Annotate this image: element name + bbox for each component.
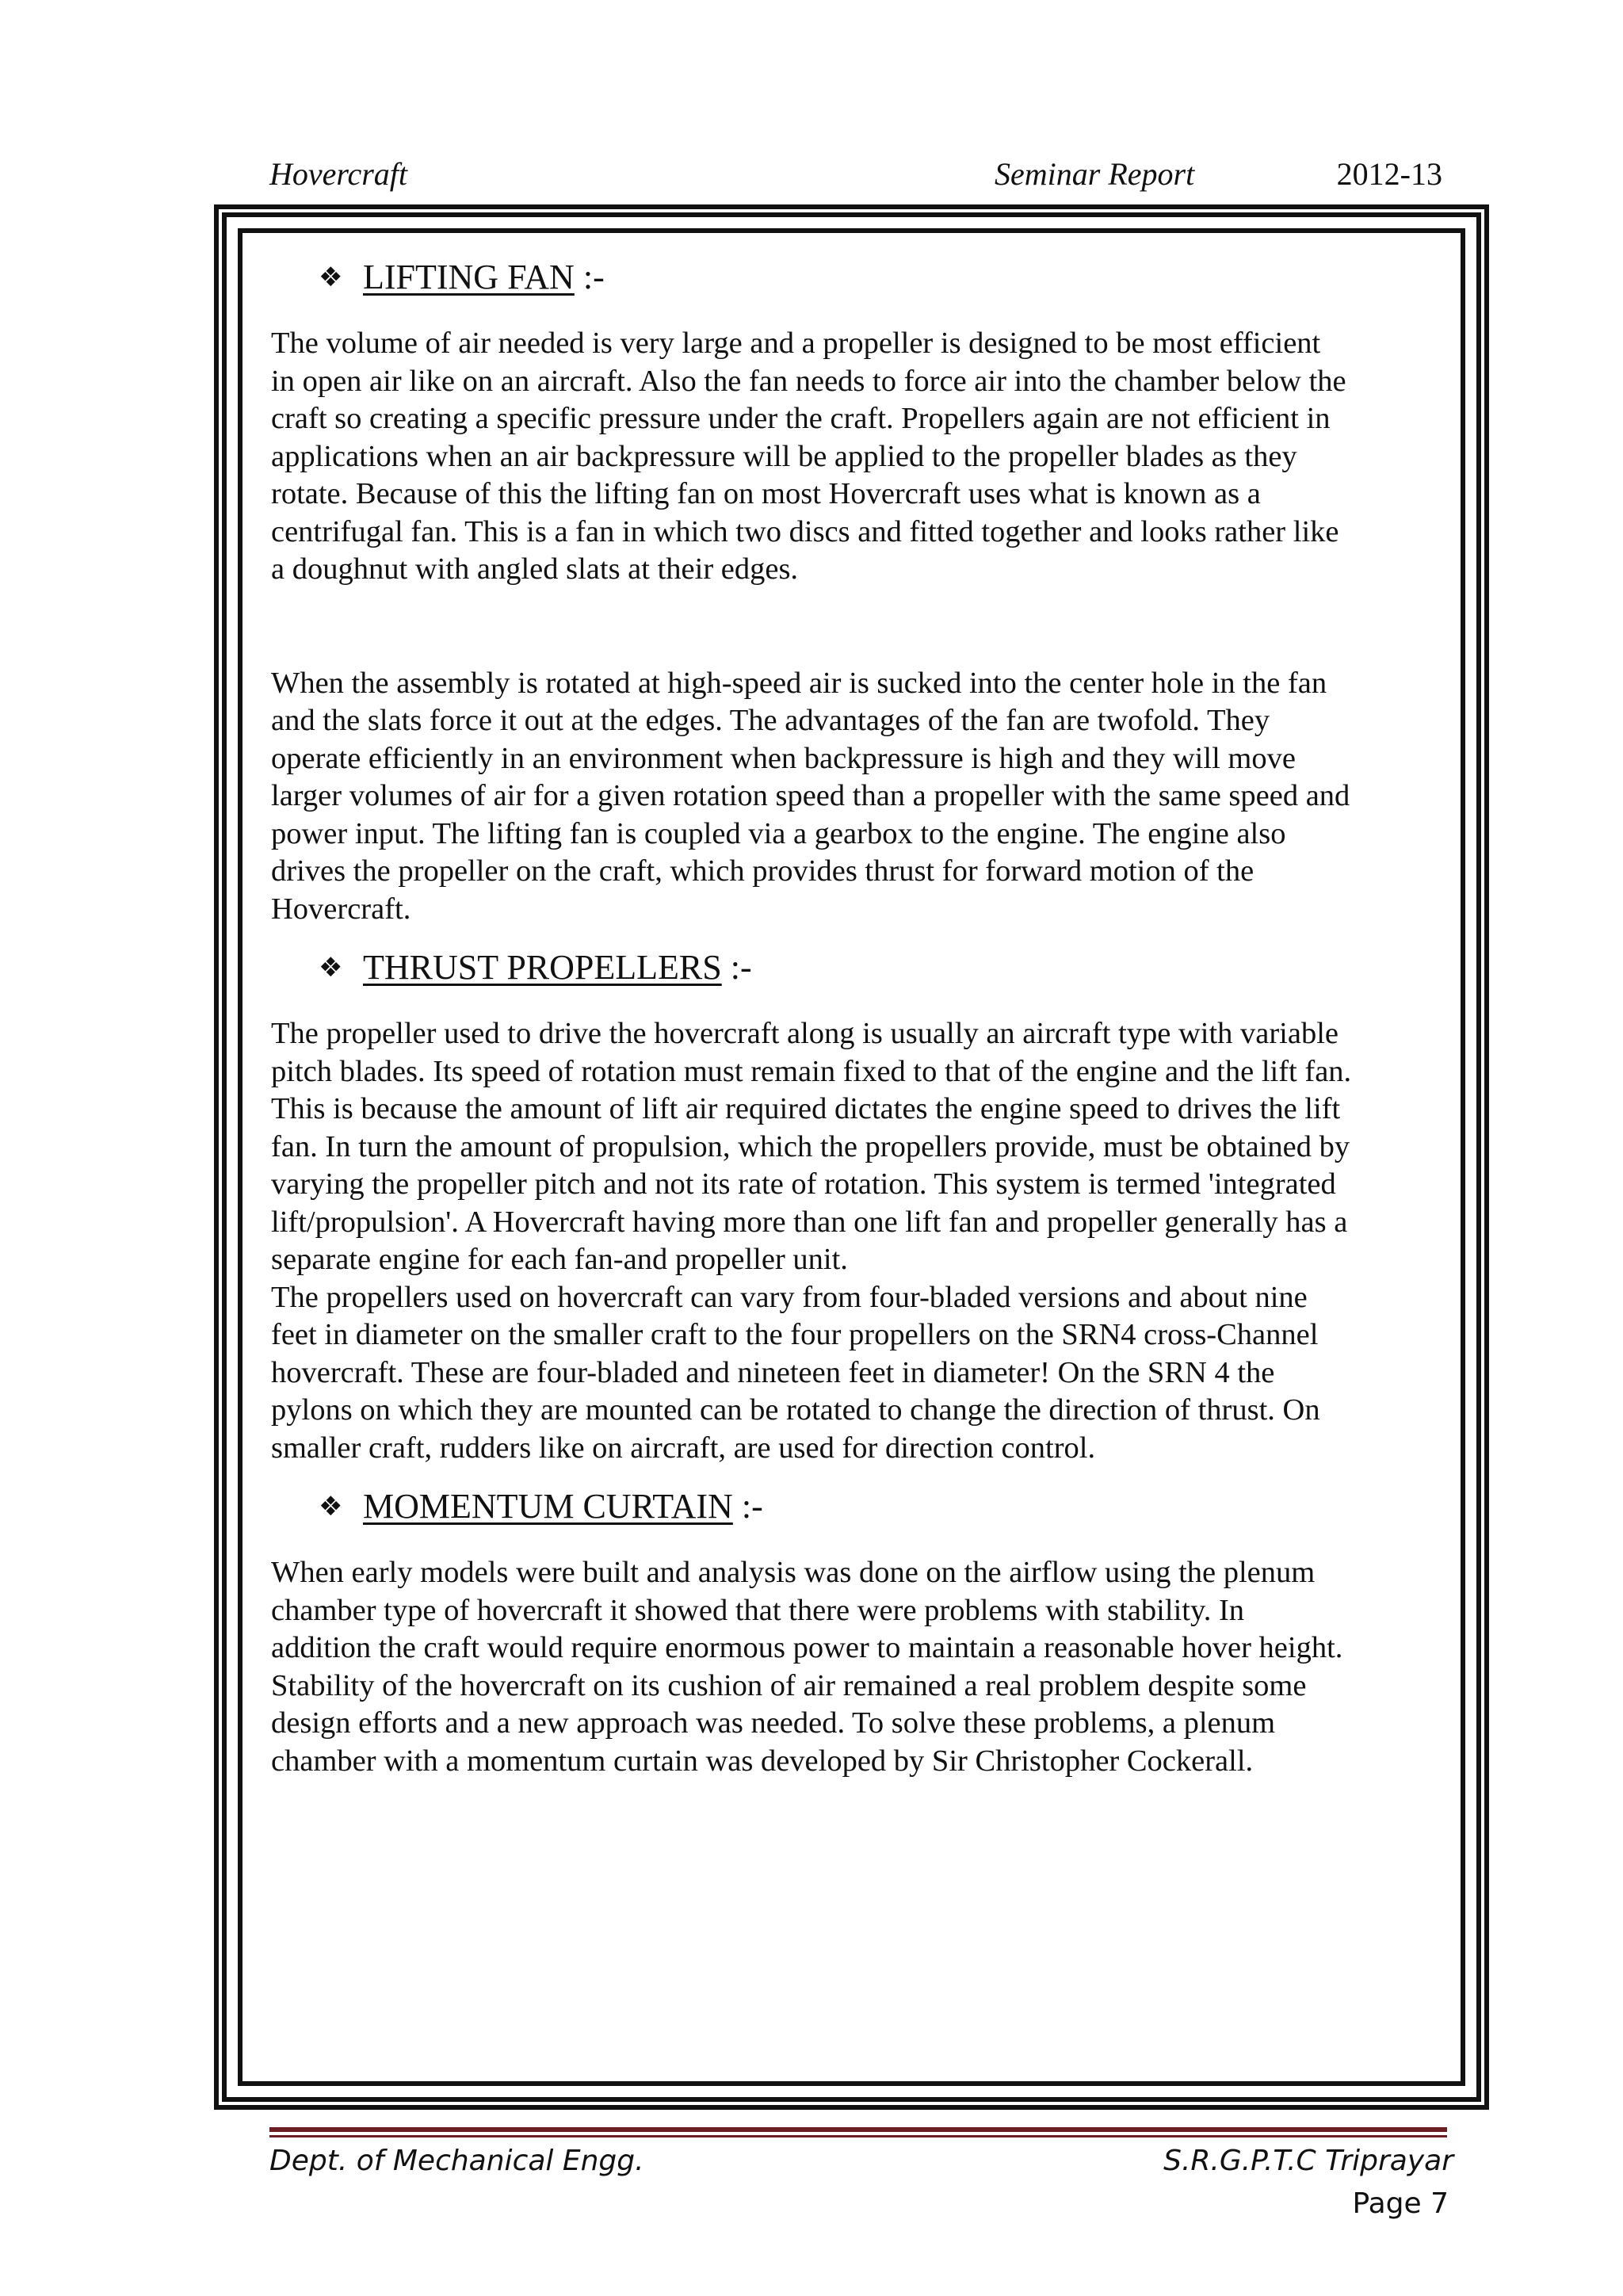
- paragraph: The volume of air needed is very large and a propeller is designed to be most efficient in open air like on an aircraft. Also the fan needs to force air into the chamber below the craft so creating a specific pressure under the craft. Propellers again are not efficient in applications when an air backpressure will be applied to the propeller blades as they rotate. Because of this the lifting fan on most Hovercraft uses what is known as a centrifugal fan. This is a fan in which two discs and fitted together and looks rather like a doughnut with angled slats at their edges.: [271, 327, 1346, 586]
- header-report-type: Seminar Report: [995, 156, 1195, 192]
- section-title: LIFTING FAN: [363, 258, 575, 296]
- section-title-suffix: :-: [574, 258, 605, 296]
- paragraph: When early models were built and analysis was done on the airflow using the plenum chamber type of hovercraft it showed that there were problems with stability. In addition the craft would require enormous power to maintain a reasonable hover height. Stability of the hovercraft on its cushion of air remained a real problem despite some design efforts and a new approach was needed. To solve these problems, a plenum chamber with a momentum curtain was developed by Sir Christopher Cockerall.: [271, 1556, 1343, 1778]
- footer-department: Dept. of Mechanical Engg.: [269, 2145, 644, 2177]
- page-header: [269, 155, 1442, 203]
- section-heading-momentum-curtain: [319, 1483, 1444, 1530]
- bullet-diamond-icon: ❖: [319, 262, 343, 293]
- paragraph: The propellers used on hovercraft can vary from four-bladed versions and about nine feet in diameter on the smaller craft to the four propellers on the SRN4 cross-Channel hovercraft. These are four-bladed and nineteen feet in diameter! On the SRN 4 the pylons on which they are mounted can be rotated to change the direction of thrust. On smaller craft, rudders like on aircraft, are used for direction control.: [271, 1280, 1320, 1465]
- bullet-diamond-icon: ❖: [319, 952, 343, 984]
- section-title: THRUST PROPELLERS: [363, 948, 722, 987]
- section-title-suffix: :-: [721, 948, 752, 987]
- footer-rule-thin: [269, 2135, 1447, 2137]
- bullet-diamond-icon: ❖: [319, 1491, 343, 1522]
- footer-rule-thick: [269, 2127, 1447, 2132]
- paragraph: The propeller used to drive the hovercraft along is usually an aircraft type with variable pitch blades. Its speed of rotation must remain fixed to that of the engine and the lift fan. This is because the amount of lift air required dictates the engine speed to drives the lift fan. In turn the amount of propulsion, which the propellers provide, must be obtained by varying the propeller pitch and not its rate of rotation. This system is termed 'integrated lift/propulsion'. A Hovercraft having more than one lift fan and propeller generally has a separate engine for each fan-and propeller unit.: [271, 1017, 1352, 1276]
- paragraph: When the assembly is rotated at high-speed air is sucked into the center hole in the fan and the slats force it out at the edges. The advantages of the fan are twofold. They operate efficiently in an environment when backpressure is high and they will move larger volumes of air for a given rotation speed than a propeller with the same speed and power input. The lifting fan is coupled via a gearbox to the engine. The engine also drives the propeller on the craft, which provides thrust for forward motion of the Hovercraft.: [271, 666, 1350, 926]
- header-title: Hovercraft: [269, 156, 408, 192]
- section-heading-thrust-propellers: [319, 944, 1444, 991]
- footer-institution: S.R.G.P.T.C Triprayar: [1163, 2145, 1453, 2177]
- section-title-suffix: :-: [732, 1487, 763, 1526]
- section-heading-lifting-fan: [319, 254, 1444, 301]
- page-number: Page 7: [1352, 2187, 1449, 2220]
- header-year: 2012-13: [1336, 156, 1442, 192]
- page-content: [271, 231, 1444, 1780]
- section-title: MOMENTUM CURTAIN: [363, 1487, 733, 1526]
